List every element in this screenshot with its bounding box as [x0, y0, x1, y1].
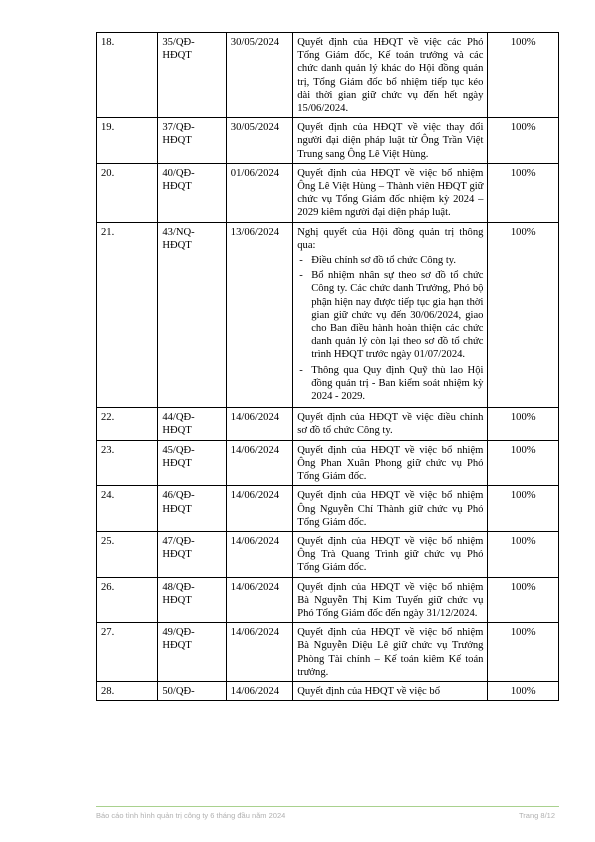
table-row [97, 486, 559, 532]
row-number: 24. [97, 486, 158, 532]
resolution-date: 01/06/2024 [226, 163, 292, 222]
dash-bullet: - [299, 255, 303, 267]
resolution-code: 40/QĐ-HĐQT [158, 163, 226, 222]
resolution-content: Quyết định của HĐQT về việc bổ nhiệm Ông Phan Xuân Phong giữ chức vụ Phó Tổng Giám đốc. [293, 440, 488, 486]
row-number: 19. [97, 118, 158, 164]
row-number: 23. [97, 440, 158, 486]
footer-page-number: Trang 8/12 [519, 811, 555, 820]
approval-rate: 100% [488, 486, 559, 532]
resolution-date: 14/06/2024 [226, 531, 292, 577]
resolution-content: Quyết định của HĐQT về việc các Phó Tổng Giám đốc, Kế toán trưởng và các chức danh quản lý khác do Hội đồng quản trị, Tổng Giám đốc bổ nhiệm tiếp tục kéo dài thời gian giữ chức vụ đến hết ngày 15/06/2024. [293, 33, 488, 118]
resolution-content-cell [293, 222, 488, 408]
resolution-date: 30/05/2024 [226, 33, 292, 118]
table-row [97, 118, 559, 164]
approval-rate: 100% [488, 623, 559, 682]
table-row [97, 681, 559, 700]
table-row [97, 408, 559, 440]
resolution-code: 37/QĐ-HĐQT [158, 118, 226, 164]
row-number: 25. [97, 531, 158, 577]
resolution-content: Quyết định của HĐQT về việc bổ [293, 681, 488, 700]
resolution-content: Quyết định của HĐQT về việc bổ nhiệm Ông Lê Việt Hùng – Thành viên HĐQT giữ chức vụ Tổng Giám đốc nhiệm kỳ 2024 – 2029 kiêm người đại diện pháp luật. [293, 163, 488, 222]
resolution-content: Quyết định của HĐQT về việc bổ nhiệm Bà Nguyễn Diệu Lê giữ chức vụ Trưởng Phòng Tài chính – Kế toán kiêm Kế toán trưởng. [293, 623, 488, 682]
list-item [297, 254, 483, 267]
table-row [97, 623, 559, 682]
resolution-content: Quyết định của HĐQT về việc thay đổi người đại diện pháp luật từ Ông Trần Việt Trung sang Ông Lê Việt Hùng. [293, 118, 488, 164]
resolution-date: 13/06/2024 [226, 222, 292, 408]
resolution-code: 44/QĐ-HĐQT [158, 408, 226, 440]
list-item [297, 364, 483, 404]
resolution-date: 14/06/2024 [226, 577, 292, 623]
list-item-text: Thông qua Quy định Quỹ thù lao Hội đồng quản trị - Ban kiểm soát nhiệm kỳ 2024 - 2029. [311, 364, 484, 403]
row-number: 28. [97, 681, 158, 700]
dash-bullet: - [299, 364, 303, 376]
resolution-code: 43/NQ-HĐQT [158, 222, 226, 408]
resolution-date: 14/06/2024 [226, 408, 292, 440]
table-row [97, 33, 559, 118]
resolution-content: Quyết định của HĐQT về việc điều chỉnh sơ đồ tổ chức Công ty. [293, 408, 488, 440]
approval-rate: 100% [488, 440, 559, 486]
approval-rate: 100% [488, 222, 559, 408]
approval-rate: 100% [488, 681, 559, 700]
table-row [97, 163, 559, 222]
resolution-code: 49/QĐ-HĐQT [158, 623, 226, 682]
row-number: 20. [97, 163, 158, 222]
resolution-code: 35/QĐ-HĐQT [158, 33, 226, 118]
resolutions-table [96, 32, 559, 701]
resolution-date: 14/06/2024 [226, 681, 292, 700]
footer-report-title: Báo cáo tình hình quản trị công ty 6 tháng đầu năm 2024 [96, 811, 286, 820]
row-number: 18. [97, 33, 158, 118]
table-row [97, 222, 559, 408]
approval-rate: 100% [488, 163, 559, 222]
approval-rate: 100% [488, 408, 559, 440]
row-number: 21. [97, 222, 158, 408]
row-number: 26. [97, 577, 158, 623]
resolution-code: 47/QĐ-HĐQT [158, 531, 226, 577]
resolution-content: Quyết định của HĐQT về việc bổ nhiệm Bà Nguyễn Thị Kim Tuyến giữ chức vụ Phó Tổng Giám đốc đến ngày 31/12/2024. [293, 577, 488, 623]
list-item-text: Điều chỉnh sơ đồ tổ chức Công ty. [311, 255, 457, 267]
list-item [297, 269, 483, 361]
approval-rate: 100% [488, 33, 559, 118]
resolution-intro: Nghị quyết của Hội đồng quản trị thông qua: [297, 226, 484, 251]
resolution-date: 14/06/2024 [226, 623, 292, 682]
approval-rate: 100% [488, 577, 559, 623]
resolution-content: Quyết định của HĐQT về việc bổ nhiệm Ông Nguyễn Chí Thành giữ chức vụ Phó Tổng Giám đốc. [293, 486, 488, 532]
row-number: 22. [97, 408, 158, 440]
resolution-code: 46/QĐ-HĐQT [158, 486, 226, 532]
resolution-content: Quyết định của HĐQT về việc bổ nhiệm Ông Trà Quang Trình giữ chức vụ Phó Tổng Giám đốc. [293, 531, 488, 577]
table-row [97, 440, 559, 486]
approval-rate: 100% [488, 118, 559, 164]
resolution-date: 14/06/2024 [226, 440, 292, 486]
table-row [97, 531, 559, 577]
approval-rate: 100% [488, 531, 559, 577]
footer-divider [96, 806, 559, 807]
table-row [97, 577, 559, 623]
list-item-text: Bổ nhiệm nhân sự theo sơ đồ tổ chức Công ty. Các chức danh Trưởng, Phó bộ phận hiện nay được tiếp tục gia hạn thời gian giữ chức vụ đến 30/06/2024, giao cho Ban điều hành hoàn thiện các chức danh quản lý còn lại theo sơ đồ tổ chức trình HĐQT trước ngày 01/07/2024. [311, 270, 484, 361]
resolution-date: 14/06/2024 [226, 486, 292, 532]
row-number: 27. [97, 623, 158, 682]
dash-bullet: - [299, 270, 303, 282]
resolution-code: 48/QĐ-HĐQT [158, 577, 226, 623]
resolution-items [297, 254, 483, 403]
resolution-code: 50/QĐ- [158, 681, 226, 700]
resolution-code: 45/QĐ-HĐQT [158, 440, 226, 486]
resolution-date: 30/05/2024 [226, 118, 292, 164]
